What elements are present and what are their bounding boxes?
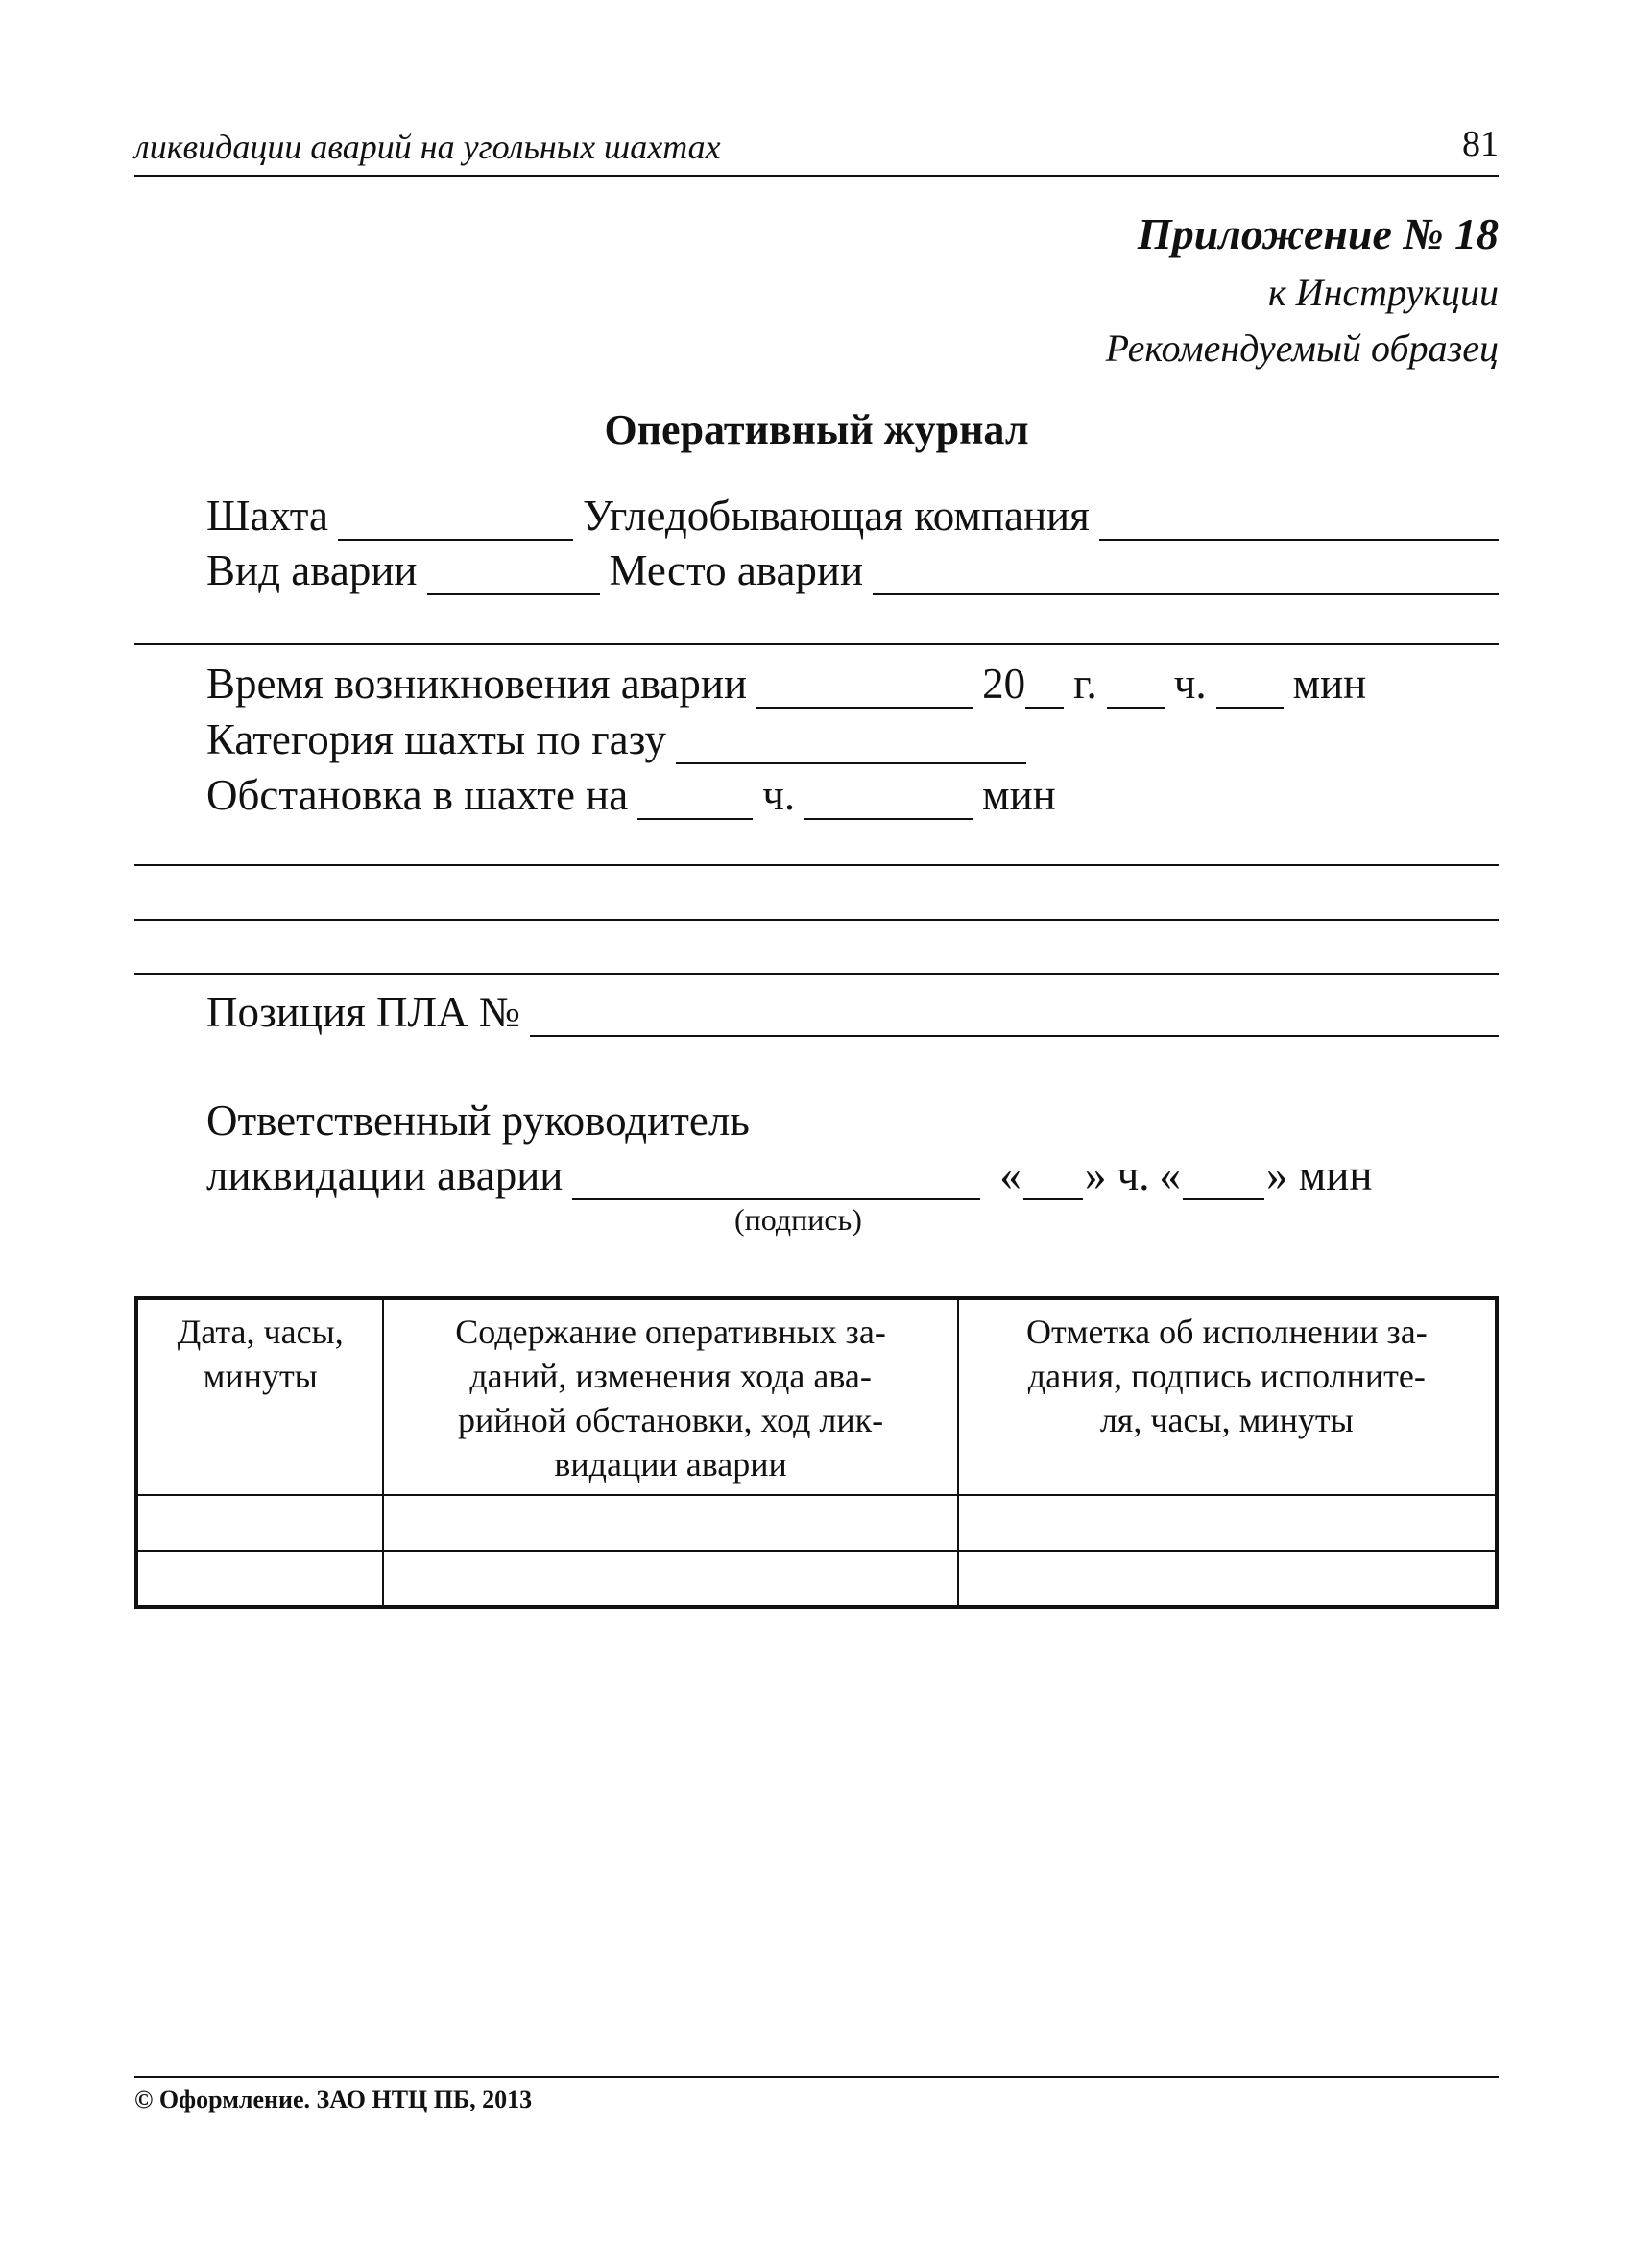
accident-place-field[interactable] — [873, 555, 1499, 595]
form-row-pla — [206, 981, 1499, 1037]
header-date-time — [136, 1298, 383, 1495]
header-task-content — [383, 1298, 957, 1495]
table-cell-date[interactable] — [136, 1551, 383, 1607]
accident-type-label: Вид аварии — [206, 546, 418, 594]
year-suffix: г. — [1073, 660, 1097, 708]
minutes-label: мин — [1292, 660, 1367, 708]
time-date-field[interactable] — [756, 668, 973, 709]
responsible-hours-field[interactable] — [1023, 1160, 1083, 1200]
situation-label: Обстановка в шахте на — [206, 771, 629, 819]
mine-label: Шахта — [206, 492, 328, 540]
appendix-title: Приложение № 18 — [1137, 209, 1499, 258]
mine-field[interactable] — [338, 500, 573, 541]
time-label: Время возникновения аварии — [206, 660, 748, 708]
situation-line-1[interactable] — [134, 864, 1499, 866]
form-row-responsible-title — [206, 1090, 1499, 1146]
year-field[interactable] — [1025, 668, 1064, 709]
table-row — [136, 1551, 1497, 1607]
situation-hours-label: ч. — [762, 771, 796, 819]
time-hours-field[interactable] — [1107, 668, 1165, 709]
appendix-block — [1106, 204, 1499, 376]
footer-copyright: © Оформление. ЗАО НТЦ ПБ, 2013 — [134, 2086, 533, 2113]
header-line: видации аварии — [554, 1445, 787, 1484]
situation-line-2[interactable] — [134, 919, 1499, 921]
header-line: рийной обстановки, ход лик- — [458, 1401, 884, 1439]
appendix-sample-note: Рекомендуемый образец — [1105, 326, 1499, 370]
accident-place-continuation-line[interactable] — [134, 643, 1499, 645]
responsible-minutes-field[interactable] — [1183, 1160, 1264, 1200]
open-quote-minutes: « — [1159, 1151, 1182, 1199]
header-line: минуты — [203, 1357, 318, 1395]
accident-type-field[interactable] — [427, 555, 600, 595]
company-label: Угледобывающая компания — [582, 492, 1090, 540]
header-line: Отметка об исполнении за- — [1025, 1313, 1428, 1351]
form-row-gas-category — [206, 709, 1499, 764]
situation-hours-field[interactable] — [637, 780, 753, 820]
pla-label: Позиция ПЛА № — [206, 988, 520, 1036]
document-title: Оперативный журнал — [604, 406, 1029, 453]
table-cell-content[interactable] — [383, 1495, 957, 1551]
signature-caption: (подпись) — [734, 1202, 862, 1237]
header-divider — [134, 175, 1499, 177]
form-row-responsible-signature — [206, 1145, 1499, 1200]
form-row-mine — [206, 485, 1499, 541]
gas-category-label: Категория шахты по газу — [206, 715, 666, 763]
pla-field[interactable] — [530, 997, 1499, 1037]
situation-minutes-label: мин — [982, 771, 1056, 819]
situation-line-3[interactable] — [134, 973, 1499, 975]
gas-category-field[interactable] — [676, 724, 1026, 764]
header-line: Дата, часы, — [177, 1313, 344, 1351]
company-field[interactable] — [1099, 500, 1499, 541]
table-cell-date[interactable] — [136, 1495, 383, 1551]
accident-place-label: Место аварии — [609, 546, 864, 594]
appendix-reference: к Инструкции — [1267, 271, 1499, 314]
table-cell-mark[interactable] — [958, 1551, 1497, 1607]
situation-minutes-field[interactable] — [804, 780, 973, 820]
running-title: ликвидации аварий на угольных шахтах — [134, 128, 721, 166]
header-line: дания, подпись исполните- — [1027, 1357, 1426, 1395]
open-quote-hours: « — [999, 1151, 1021, 1199]
header-line: Содержание оперативных за- — [455, 1313, 886, 1351]
year-prefix: 20 — [982, 660, 1026, 708]
hours-close-quote: » ч. — [1084, 1151, 1150, 1199]
form-row-accident — [206, 540, 1499, 595]
table-cell-mark[interactable] — [958, 1495, 1497, 1551]
hours-label: ч. — [1173, 660, 1207, 708]
table-cell-content[interactable] — [383, 1551, 957, 1607]
header-line: ля, часы, минуты — [1099, 1401, 1354, 1439]
table-row — [136, 1495, 1497, 1551]
minutes-close-quote: » мин — [1266, 1151, 1373, 1199]
table-header-row — [136, 1298, 1497, 1495]
responsible-label-line2: ликвидации аварии — [206, 1151, 564, 1199]
signature-field[interactable] — [572, 1160, 980, 1200]
header-execution-mark — [958, 1298, 1497, 1495]
responsible-label-line1: Ответственный руководитель — [206, 1097, 750, 1145]
header-line: даний, изменения хода ава- — [469, 1357, 872, 1395]
journal-table — [134, 1296, 1499, 1609]
form-row-situation — [206, 764, 1499, 820]
form-row-time — [206, 653, 1499, 709]
page-number: 81 — [1462, 124, 1499, 164]
footer-divider — [134, 2076, 1499, 2078]
time-minutes-field[interactable] — [1216, 668, 1284, 709]
